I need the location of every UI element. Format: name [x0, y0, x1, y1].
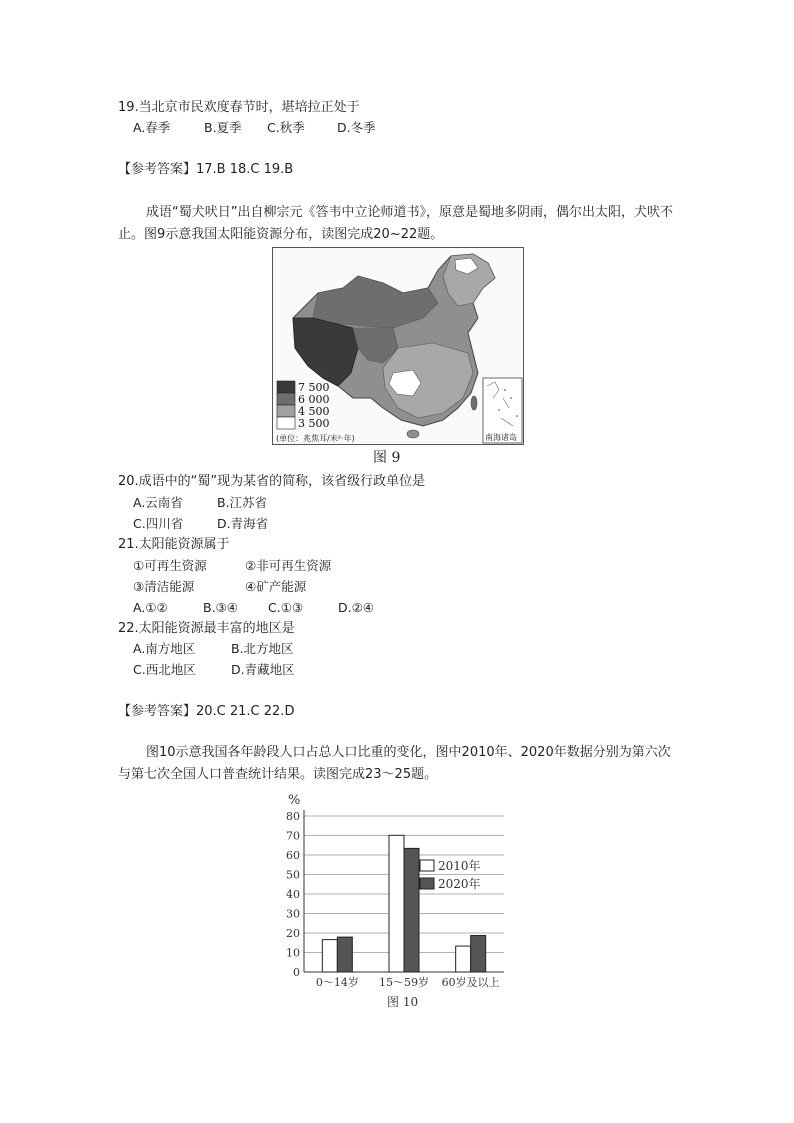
legend-label-3500: 3 500 [298, 417, 330, 430]
intro-paragraph-1: 成语“蜀犬吠日”出自柳宗元《答韦中立论师道书》，原意是蜀地多阴雨，偶尔出太阳，犬吠不止。图9示意我国太阳能资源分布，读图完成20~22题。 [118, 205, 673, 242]
q19-option-b: B.夏季 [204, 120, 242, 135]
legend-label-4500: 4 500 [298, 405, 330, 418]
q21-item-1: ①可再生资源 [133, 558, 207, 573]
q19-option-c: C.秋季 [267, 120, 305, 135]
q22-option-b: B.北方地区 [231, 641, 294, 656]
answer-key-1: 【参考答案】17.B 18.C 19.B [118, 162, 294, 177]
bar-2020年-0～14岁 [337, 937, 352, 972]
x-tick-label: 15～59岁 [379, 976, 429, 989]
q21-item-2: ②非可再生资源 [245, 558, 332, 573]
bar-2010年-0～14岁 [322, 940, 337, 972]
q20-option-b: B.江苏省 [217, 495, 268, 510]
legend-swatch-4500 [277, 405, 295, 417]
q20-stem: 20.成语中的“蜀”现为某省的简称，该省级行政单位是 [118, 474, 426, 489]
legend-swatch-6000 [277, 393, 295, 405]
q20-option-d: D.青海省 [217, 516, 269, 531]
q22-option-a: A.南方地区 [133, 641, 196, 656]
q22-option-c: C.西北地区 [133, 662, 196, 677]
q20-option-c: C.四川省 [133, 516, 184, 531]
q22-option-d: D.青藏地区 [231, 662, 295, 677]
y-tick-label: 80 [286, 810, 300, 823]
q21-option-a: A.①② [133, 600, 168, 615]
x-tick-label: 60岁及以上 [441, 976, 500, 989]
legend-swatch-7500 [277, 381, 295, 393]
q22-stem: 22.太阳能资源最丰富的地区是 [118, 621, 295, 636]
legend-swatch-2020年 [420, 878, 434, 889]
q19-option-a: A.春季 [133, 120, 171, 135]
solar-map [272, 247, 524, 445]
q21-option-c: C.①③ [268, 600, 304, 615]
legend-swatch-2010年 [420, 860, 434, 871]
figure-9-caption: 图 9 [373, 450, 401, 466]
q19-option-d: D.冬季 [337, 120, 376, 135]
legend-label-7500: 7 500 [298, 381, 330, 394]
q20-option-a: A.云南省 [133, 495, 183, 510]
y-tick-label: 50 [286, 868, 300, 882]
q21-stem: 21.太阳能资源属于 [118, 537, 230, 552]
y-tick-label: 20 [286, 927, 300, 940]
y-tick-label: 40 [286, 888, 300, 901]
bar-2010年-60岁及以上 [456, 946, 471, 972]
map-unit-note: (单位：兆焦耳/米²·年) [276, 434, 355, 443]
y-tick-label: 0 [293, 966, 300, 979]
legend-label-2010年: 2010年 [438, 859, 481, 873]
inset-label: 南海诸岛 [485, 433, 517, 442]
q21-option-b: B.③④ [203, 600, 238, 615]
answer-key-2: 【参考答案】20.C 21.C 22.D [118, 704, 295, 719]
legend-label-6000: 6 000 [298, 393, 330, 406]
y-tick-label: 10 [286, 946, 300, 960]
y-tick-label: 60 [286, 849, 300, 862]
x-tick-label: 0～14岁 [315, 976, 359, 989]
q21-option-d: D.②④ [338, 600, 375, 615]
intro-paragraph-2: 图10示意我国各年龄段人口占总人口比重的变化，图中2010年、2020年数据分别为第六次与第七次全国人口普查统计结果。读图完成23～25题。 [118, 745, 671, 782]
legend-label-2020年: 2020年 [438, 877, 481, 891]
bar-2020年-60岁及以上 [471, 936, 486, 972]
q21-item-4: ④矿产能源 [245, 579, 307, 594]
chart-title: 图 10 [387, 995, 419, 1009]
legend-swatch-3500 [277, 417, 295, 429]
population-bar-chart [272, 788, 532, 1013]
q19-stem: 19.当北京市民欢度春节时，堪培拉正处于 [118, 100, 360, 115]
q21-item-3: ③清洁能源 [133, 579, 195, 594]
y-tick-label: 30 [286, 907, 300, 921]
solar-map-graphic [273, 248, 523, 444]
bar-2020年-15～59岁 [404, 848, 419, 972]
y-tick-label: 70 [286, 829, 300, 843]
chart-y-label: % [288, 793, 301, 808]
bar-2010年-15～59岁 [389, 835, 404, 972]
